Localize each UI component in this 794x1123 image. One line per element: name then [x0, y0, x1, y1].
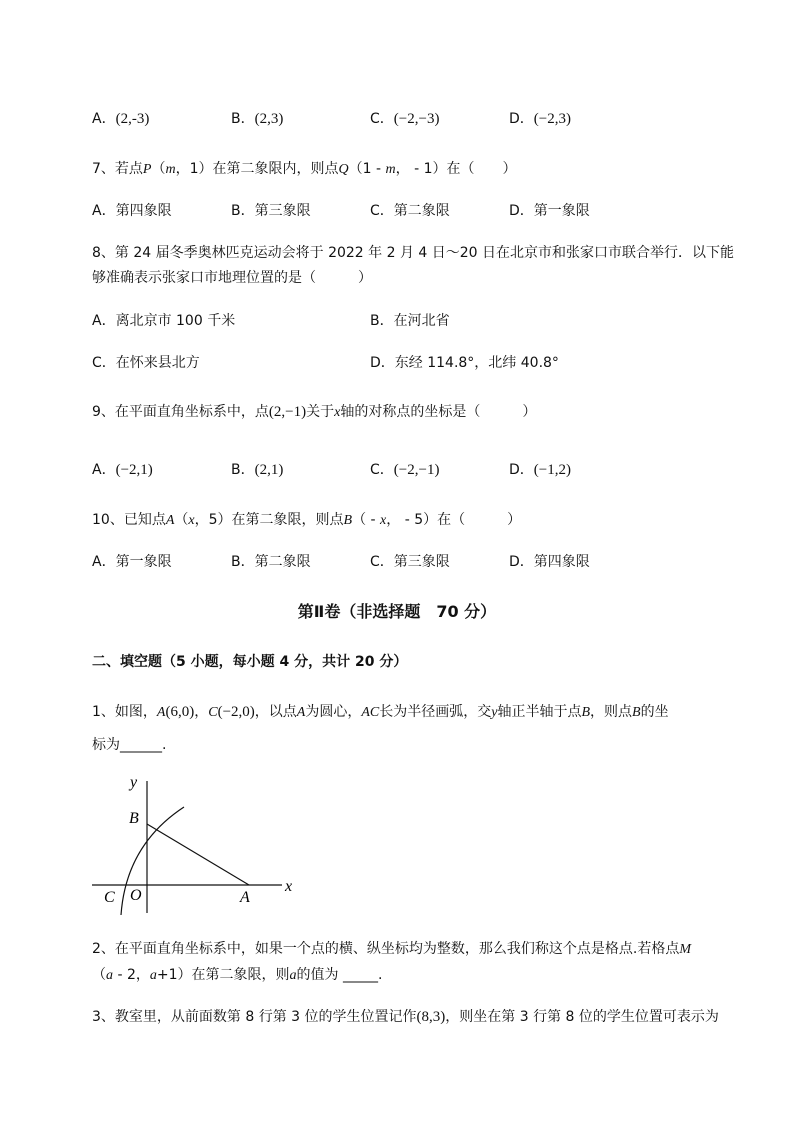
q9-option-c: C．(−2,−1)	[370, 462, 440, 478]
q10-option-a: A．第一象限	[92, 554, 172, 570]
question-10: 10、已知点A（x，5）在第二象限，则点B（ - x， - 5）在（ ）	[92, 512, 522, 528]
fill-question-1-line-1: 1、如图，A(6,0)，C(−2,0)，以点A为圆心，AC长为半径画弧，交y轴正半轴于点B，则点B的坐	[92, 704, 669, 720]
coordinate-figure	[88, 765, 308, 917]
q10-option-b: B．第二象限	[231, 554, 311, 570]
q10-option-d: D．第四象限	[509, 554, 590, 570]
q10-option-c: C．第三象限	[370, 554, 450, 570]
q9-option-a: A．(−2,1)	[92, 462, 153, 478]
question-8-line-1: 8、第 24 届冬季奥林匹克运动会将于 2022 年 2 月 4 日～20 日在北京市和张家口市联合举行．以下能	[92, 245, 735, 261]
fill-question-2-line-2: （a - 2，a+1）在第二象限，则a的值为 _____.	[92, 967, 383, 983]
q8-option-b: B．在河北省	[370, 313, 450, 329]
q7-option-d: D．第一象限	[509, 203, 590, 219]
point-b-label: B	[129, 810, 139, 827]
section-2-title: 第Ⅱ卷（非选择题 70 分）	[297, 602, 497, 621]
y-axis-label: y	[130, 774, 138, 791]
origin-label: O	[130, 887, 142, 904]
fill-question-1-line-2: 标为______.	[92, 737, 167, 753]
q6-option-a: A．(2,-3)	[92, 111, 150, 127]
question-9: 9、在平面直角坐标系中，点(2,−1)关于x轴的对称点的坐标是（ ）	[92, 404, 537, 420]
q7-option-a: A．第四象限	[92, 203, 172, 219]
q6-option-b: B．(2,3)	[231, 111, 284, 127]
question-7: 7、若点P（m，1）在第二象限内，则点Q（1 - m， - 1）在（ ）	[92, 161, 517, 177]
point-a-label: A	[240, 889, 250, 906]
segment-ba	[147, 824, 249, 885]
fill-question-2-line-1: 2、在平面直角坐标系中，如果一个点的横、纵坐标均为整数，那么我们称这个点是格点.若格点M	[92, 941, 692, 957]
q7-option-c: C．第二象限	[370, 203, 450, 219]
q9-option-b: B．(2,1)	[231, 462, 284, 478]
q6-option-d: D．(−2,3)	[509, 111, 571, 127]
q9-option-d: D．(−1,2)	[509, 462, 571, 478]
q8-option-c: C．在怀来县北方	[92, 355, 200, 371]
question-8-line-2: 够准确表示张家口市地理位置的是（ ）	[92, 270, 372, 286]
part-2-heading: 二、填空题（5 小题，每小题 4 分，共计 20 分）	[92, 654, 408, 670]
q6-option-c: C．(−2,−3)	[370, 111, 440, 127]
q8-option-a: A．离北京市 100 千米	[92, 313, 236, 329]
q7-option-b: B．第三象限	[231, 203, 311, 219]
x-axis-label: x	[285, 878, 293, 895]
q8-option-d: D．东经 114.8°，北纬 40.8°	[370, 355, 559, 371]
fill-question-3: 3、教室里，从前面数第 8 行第 3 位的学生位置记作(8,3)，则坐在第 3 行第 8 位的学生位置可表示为	[92, 1009, 719, 1025]
point-c-label: C	[104, 889, 115, 906]
